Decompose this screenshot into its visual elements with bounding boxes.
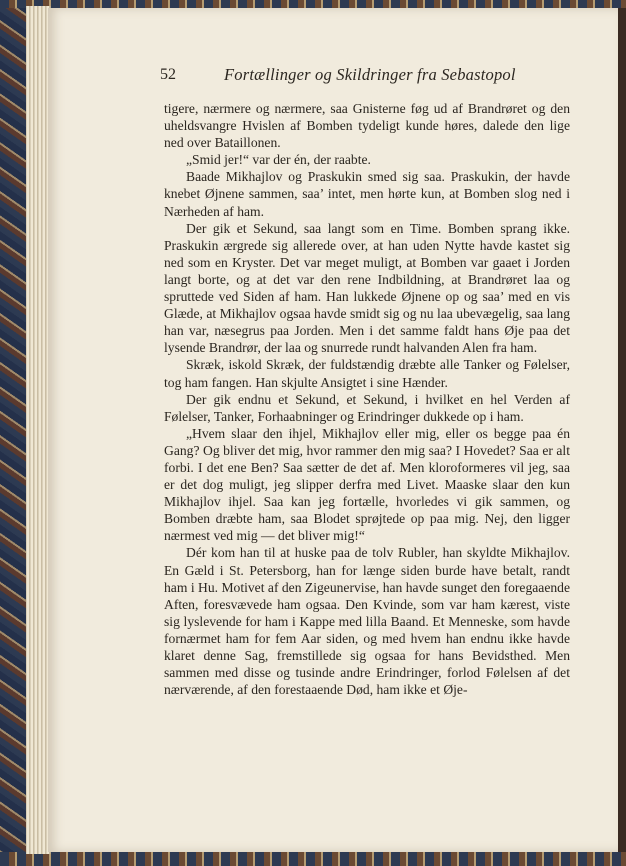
page-number: 52 xyxy=(160,66,176,83)
paragraph-6: Der gik endnu et Sekund, et Sekund, i hvilket en hel Verden af Følelser, Tanker, Forhaabninger og Erindringer dukkede op i ham. xyxy=(164,391,570,424)
body-text xyxy=(164,100,570,698)
paragraph-7: „Hvem slaar den ihjel, Mikhajlov eller mig, eller os begge paa én Gang? Og bliver det mig, hvor rammer den mig saa? I Hovedet? Saa er alt forbi. I det ene Ben? Saa sætter de det af. Men kloroformeres vil jeg, saa er det dog muligt, jeg slipper derfra med Livet. Maaske slaar den kun Mikhajlov ihjel. Saa kan jeg fortælle, hvorledes vi gik sammen, og Bomben dræbte ham, saa Blodet sprøjtede op paa mig. Nej, den ligger nærmest ved mig — det bliver mig!“ xyxy=(164,425,570,544)
paragraph-4: Der gik et Sekund, saa langt som en Time. Bomben sprang ikke. Praskukin ærgrede sig allerede over, at han uden Nytte havde kastet sig ned som en Kryster. Det var meget muligt, at Bomben var gaaet i Jorden langt borte, og at det var den rene Indbildning, at Brandrøret laa og spruttede ved Siden af ham. Han lukkede Øjnene op og saa’ med en vis Glæde, at Mikhajlov ogsaa havde smidt sig og nu laa ubevægelig, saa lang han var, næsegrus paa Jorden. Men i det samme faldt hans Øje paa det lysende Brandrør, der laa og snurrede rundt halvanden Alen fra ham. xyxy=(164,220,570,356)
paragraph-3: Baade Mikhajlov og Praskukin smed sig saa. Praskukin, der havde knebet Øjnene sammen, saa’ intet, men hørte kun, at Bomben slog ned i Nærheden af ham. xyxy=(164,169,570,219)
marbled-endpaper-bottom xyxy=(0,852,626,866)
page-header xyxy=(160,62,570,88)
paragraph-1: tigere, nærmere og nærmere, saa Gnisterne føg ud af Brandrøret og den uheldsvangre Hvislen af Bomben tydeligt kunde høres, dalede den lige ned over Bataillonen. xyxy=(164,101,570,151)
marbled-endpaper-top xyxy=(0,0,626,8)
paragraph-2: „Smid jer!“ var der én, der raabte. xyxy=(186,152,371,168)
paragraph-5: Skræk, iskold Skræk, der fuldstændig dræbte alle Tanker og Følelser, tog ham fangen. Han skjulte Ansigtet i sine Hænder. xyxy=(164,357,570,390)
running-title: Fortællinger og Skildringer fra Sebastopol xyxy=(224,65,516,84)
paragraph-8: Dér kom han til at huske paa de tolv Rubler, han skyldte Mikhajlov. En Gæld i St. Petersborg, han for længe siden burde have betalt, randt ham i Hu. Motivet af den Zigeunervise, han havde sunget den foregaaende Aften, foresvævede ham ogsaa. Den Kvinde, som var ham kærest, viste sig lyslevende for ham i Kappe med lilla Baand. Et Menneske, som havde fornærmet ham for fem Aar siden, og med hvem han endnu ikke havde klaret denne Sag, fremstillede sig ogsaa for hans Bevidsthed. Men sammen med disse og tusinde andre Erindringer, forlod Følelsen af det nærværende, af den forestaaende Død, ham ikke et Øje- xyxy=(164,545,570,698)
